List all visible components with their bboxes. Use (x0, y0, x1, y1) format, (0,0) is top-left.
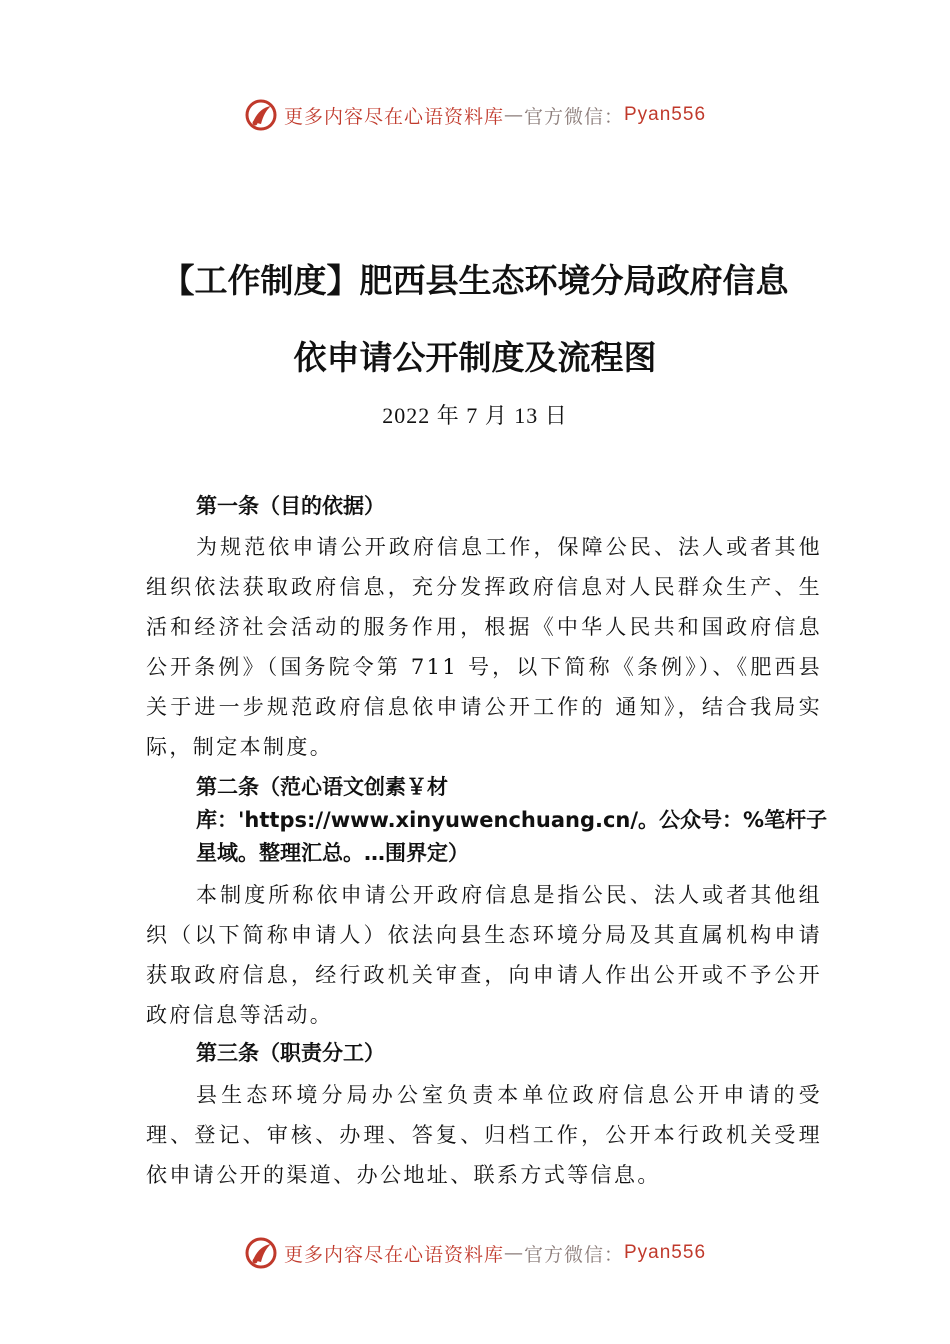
watermark-header (0, 95, 950, 135)
watermark-brand: 更多内容尽在心语资料库 (283, 1243, 504, 1266)
watermark-footer (0, 1233, 950, 1273)
watermark-separator: — (503, 104, 524, 126)
document-date: 2022 年 7 月 13 日 (382, 403, 568, 428)
section-3-heading: 第三条（职责分工） (196, 1041, 385, 1065)
watermark-brand: 更多内容尽在心语资料库 (283, 105, 504, 128)
watermark-separator: — (503, 1242, 524, 1264)
section-2-paragraph: 本制度所称依申请公开政府信息是指公民、法人或者其他组织（以下简称申请人）依法向县生态环境分局及其直属机构申请获取政府信息，经行政机关审查，向申请人作出公开或不予公开政府信息等活动。 (146, 883, 822, 1027)
section-2-heading: 第二条（范心语文创素￥材库：'https://www.xinyuwenchuang.cn/。公众号：%笔杆子星域。整理汇总。…围界定） (196, 775, 828, 865)
section-3 (146, 1035, 822, 1195)
ink-brush-logo-icon (244, 1236, 278, 1270)
section-1-paragraph: 为规范依申请公开政府信息工作，保障公民、法人或者其他组织依法获取政府信息，充分发挥政府信息对人民群众生产、生活和经济社会活动的服务作用，根据《中华人民共和国政府信息公开条例》（国务院令第 711 号，以下简称《条例》）、《肥西县关于进一步规范政府信息依申请公开工作的 通知》，结合我局实际，制定本制度。 (146, 535, 822, 759)
document-title-line2: 依申请公开制度及流程图 (293, 338, 657, 377)
watermark-contact-label: 官方微信： (523, 1243, 624, 1266)
section-2 (146, 771, 828, 1035)
watermark-wechat-id: Pyan556 (624, 104, 707, 125)
section-3-paragraph: 县生态环境分局办公室负责本单位政府信息公开申请的受理、登记、审核、办理、答复、归档工作，公开本行政机关受理依申请公开的渠道、办公地址、联系方式等信息。 (146, 1083, 822, 1187)
watermark-contact-label: 官方微信： (523, 105, 624, 128)
watermark-wechat-id: Pyan556 (624, 1242, 707, 1263)
section-1-heading: 第一条（目的依据） (196, 494, 385, 518)
ink-brush-logo-icon (244, 98, 278, 132)
document-title-line1: 【工作制度】肥西县生态环境分局政府信息 (161, 261, 789, 300)
section-1 (146, 488, 822, 767)
